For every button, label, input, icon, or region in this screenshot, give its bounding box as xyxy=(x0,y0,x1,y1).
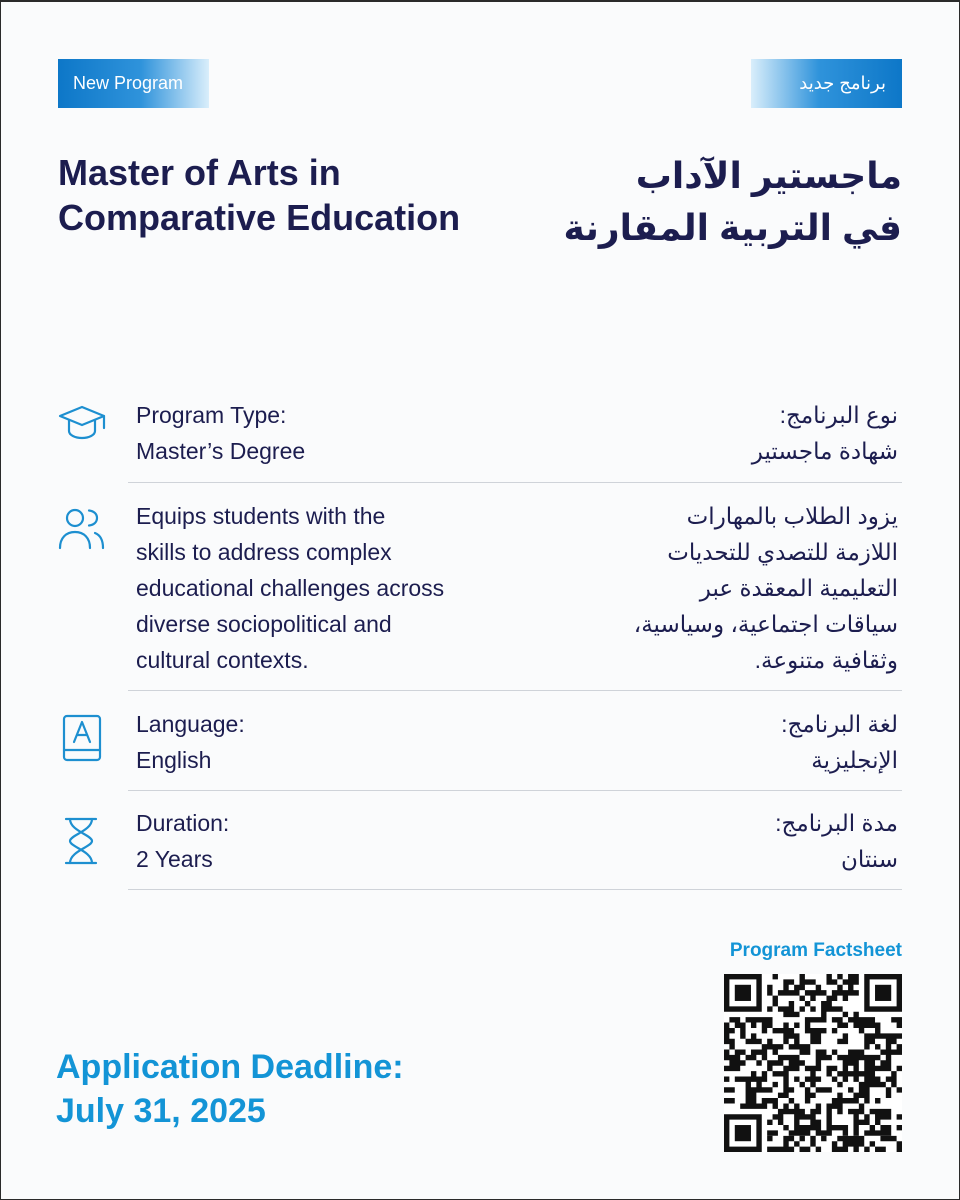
title-line: ماجستير الآداب xyxy=(635,155,902,196)
program-type-arabic xyxy=(558,397,898,469)
program-language-english xyxy=(136,706,496,778)
program-duration-arabic xyxy=(558,805,898,877)
duration-label-arabic: مدة البرنامج: xyxy=(775,810,898,836)
description-line: diverse sociopolitical and xyxy=(136,611,392,637)
new-program-badge-arabic: برنامج جديد xyxy=(751,59,902,108)
description-line-arabic: وثقافية متنوعة. xyxy=(754,647,898,673)
description-line: skills to address complex xyxy=(136,539,392,565)
program-title-arabic xyxy=(560,150,902,254)
language-label-arabic: لغة البرنامج: xyxy=(781,711,898,737)
graduation-cap-icon xyxy=(58,404,106,440)
users-icon xyxy=(58,506,106,550)
description-line: cultural contexts. xyxy=(136,647,309,673)
program-factsheet-label: Program Factsheet xyxy=(729,940,902,961)
description-line-arabic: يزود الطلاب بالمهارات xyxy=(686,503,898,529)
hourglass-icon xyxy=(64,817,98,865)
program-type-english xyxy=(136,397,496,469)
program-duration-english xyxy=(136,805,496,877)
language-book-icon xyxy=(62,714,102,762)
program-type-label: Program Type: xyxy=(136,402,287,428)
description-line: Equips students with the xyxy=(136,503,386,529)
program-description-english xyxy=(136,498,496,678)
program-description-arabic xyxy=(558,498,898,678)
row-divider xyxy=(128,482,902,483)
description-line-arabic: التعليمية المعقدة عبر xyxy=(699,575,898,601)
new-program-badge: New Program xyxy=(58,59,209,108)
row-divider xyxy=(128,889,902,890)
program-type-value-arabic: شهادة ماجستير xyxy=(751,438,898,464)
duration-value-arabic: سنتان xyxy=(840,846,898,872)
description-line: educational challenges across xyxy=(136,575,445,601)
language-label: Language: xyxy=(136,711,245,737)
duration-label: Duration: xyxy=(136,810,230,836)
title-line: Comparative Education xyxy=(58,197,461,238)
deadline-date: July 31, 2025 xyxy=(56,1092,266,1130)
program-type-value: Master’s Degree xyxy=(136,438,306,464)
row-divider xyxy=(128,790,902,791)
title-line: Master of Arts in xyxy=(58,152,341,193)
description-line-arabic: اللازمة للتصدي للتحديات xyxy=(667,539,898,565)
application-deadline xyxy=(56,1045,404,1133)
program-language-arabic xyxy=(558,706,898,778)
duration-value: 2 Years xyxy=(136,846,213,872)
deadline-label: Application Deadline: xyxy=(56,1048,404,1086)
program-type-label-arabic: نوع البرنامج: xyxy=(779,402,898,428)
language-value: English xyxy=(136,747,212,773)
title-line: في التربية المقارنة xyxy=(563,207,902,248)
language-value-arabic: الإنجليزية xyxy=(811,747,898,773)
row-divider xyxy=(128,690,902,691)
program-title-english xyxy=(58,150,498,240)
description-line-arabic: سياقات اجتماعية، وسياسية، xyxy=(633,611,898,637)
qr-code-icon[interactable] xyxy=(724,974,902,1152)
